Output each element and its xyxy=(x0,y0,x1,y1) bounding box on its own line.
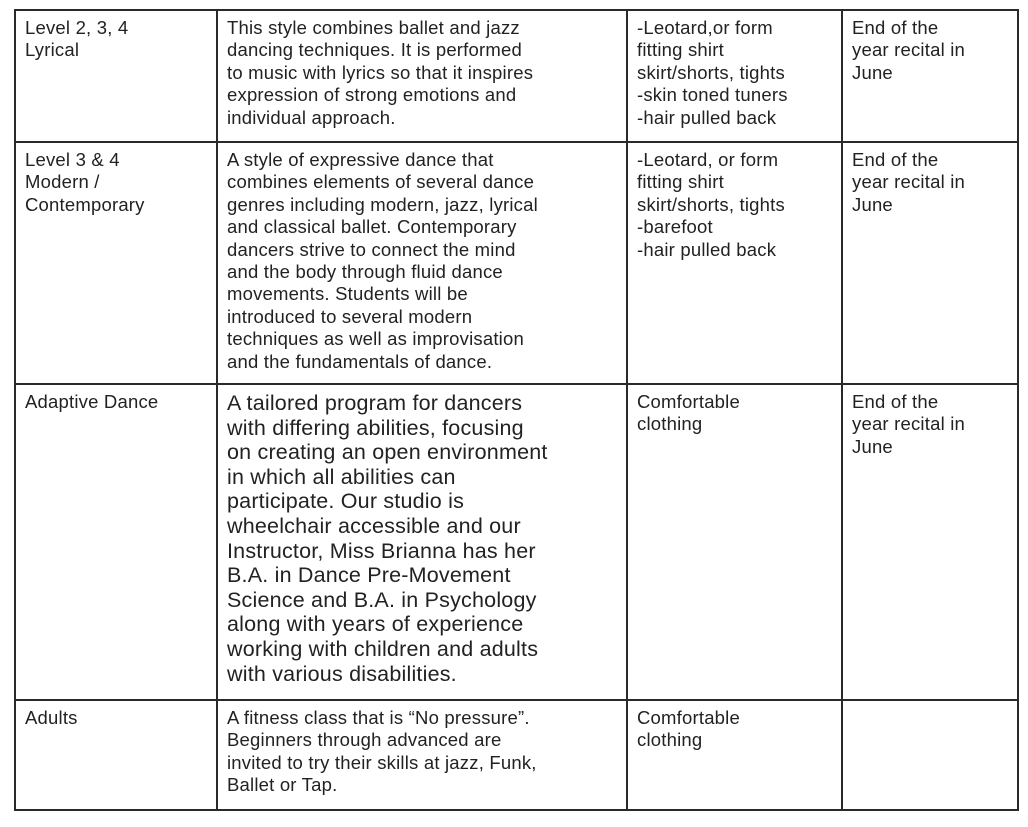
class-performance: End of the year recital in June xyxy=(842,142,1018,384)
class-description: This style combines ballet and jazz dancing techniques. It is performed to music with lyrics so that it inspires expression of strong emotions and individual approach. xyxy=(217,10,627,142)
class-performance: End of the year recital in June xyxy=(842,10,1018,142)
class-attire: Comfortable clothing xyxy=(627,700,842,810)
class-attire: -Leotard,or form fitting shirt skirt/shorts, tights -skin toned tuners -hair pulled back xyxy=(627,10,842,142)
class-level: Level 3 & 4 Modern / Contemporary xyxy=(15,142,217,384)
class-level: Adaptive Dance xyxy=(15,384,217,700)
class-performance: End of the year recital in June xyxy=(842,384,1018,700)
class-table xyxy=(14,9,1019,811)
table-row xyxy=(15,384,1018,700)
class-level: Level 2, 3, 4 Lyrical xyxy=(15,10,217,142)
table-row xyxy=(15,142,1018,384)
table-row xyxy=(15,700,1018,810)
class-description: A fitness class that is “No pressure”. Beginners through advanced are invited to try their skills at jazz, Funk, Ballet or Tap. xyxy=(217,700,627,810)
table-row xyxy=(15,10,1018,142)
class-attire: -Leotard, or form fitting shirt skirt/shorts, tights -barefoot -hair pulled back xyxy=(627,142,842,384)
class-description: A style of expressive dance that combines elements of several dance genres including modern, jazz, lyrical and classical ballet. Contemporary dancers strive to connect the mind and the body through fluid dance movements. Students will be introduced to several modern techniques as well as improvisation and the fundamentals of dance. xyxy=(217,142,627,384)
class-attire: Comfortable clothing xyxy=(627,384,842,700)
class-level: Adults xyxy=(15,700,217,810)
class-description: A tailored program for dancers with differing abilities, focusing on creating an open environment in which all abilities can participate. Our studio is wheelchair accessible and our Instructor, Miss Brianna has her B.A. in Dance Pre-Movement Science and B.A. in Psychology along with years of experience working with children and adults with various disabilities. xyxy=(217,384,627,700)
class-performance xyxy=(842,700,1018,810)
